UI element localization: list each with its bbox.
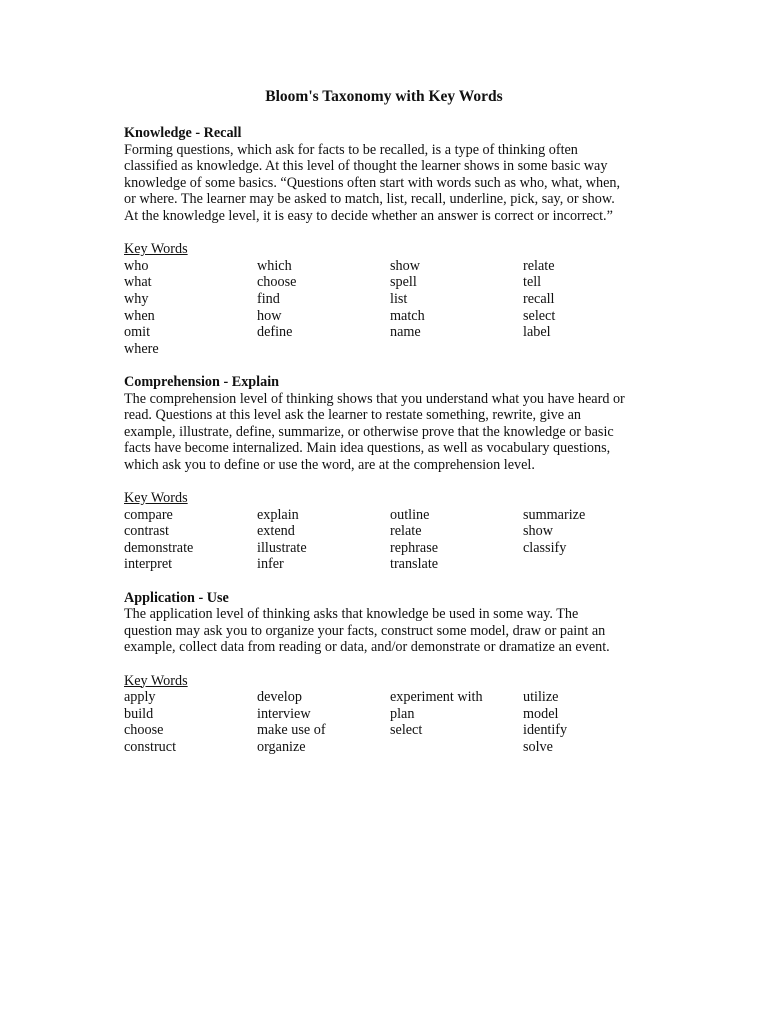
key-word: organize [257, 738, 306, 755]
section-paragraph [124, 391, 644, 474]
key-words-table [124, 689, 644, 755]
key-word: show [523, 523, 553, 540]
section-paragraph [124, 606, 644, 656]
section-paragraph [124, 142, 644, 225]
key-word: utilize [523, 689, 559, 706]
key-word: model [523, 705, 559, 722]
key-word: build [124, 705, 154, 722]
key-word: why [124, 290, 149, 307]
key-word: plan [390, 705, 415, 722]
paragraph-line: At the knowledge level, it is easy to decide whether an answer is correct or incorrect.” [124, 207, 613, 224]
paragraph-line: example, collect data from reading or data, and/or demonstrate or dramatize an event. [124, 639, 610, 656]
key-word [390, 341, 523, 358]
paragraph-line: or where. The learner may be asked to match, list, recall, underline, pick, say, or show. [124, 191, 615, 208]
key-word: make use of [257, 722, 326, 739]
section-comprehension [124, 374, 644, 590]
paragraph-line: example, illustrate, define, summarize, or otherwise prove that the knowledge or basic [124, 423, 614, 440]
paragraph-line: The comprehension level of thinking shows that you understand what you have heard or [124, 390, 625, 407]
key-word: match [390, 307, 425, 324]
key-words-label: Key Words [124, 672, 188, 689]
key-word: select [390, 722, 423, 739]
key-word: tell [523, 274, 542, 291]
key-word: develop [257, 689, 302, 706]
key-word: where [124, 340, 159, 357]
key-words-label: Key Words [124, 241, 188, 258]
key-word [523, 341, 644, 358]
key-word [257, 341, 390, 358]
key-word: choose [257, 274, 297, 291]
key-word: choose [124, 722, 164, 739]
key-word: translate [390, 556, 439, 573]
key-word: which [257, 257, 292, 274]
section-heading: Knowledge - Recall [124, 125, 242, 141]
key-word: select [523, 307, 556, 324]
key-word: illustrate [257, 539, 307, 556]
key-word: label [523, 324, 551, 341]
paragraph-line: read. Questions at this level ask the learner to restate something, rewrite, give an [124, 407, 581, 424]
key-word: find [257, 290, 280, 307]
key-word: contrast [124, 523, 169, 540]
key-word [523, 556, 644, 573]
key-word: interview [257, 705, 311, 722]
key-word: construct [124, 738, 177, 755]
document-content [124, 88, 644, 756]
paragraph-line: knowledge of some basics. “Questions often start with words such as who, what, when, [124, 174, 621, 191]
paragraph-line: which ask you to define or use the word, are at the comprehension level. [124, 456, 535, 473]
section-application [124, 590, 644, 756]
key-words-table [124, 507, 644, 573]
section-knowledge [124, 125, 644, 374]
paragraph-line: facts have become internalized. Main idea questions, as well as vocabulary questions, [124, 440, 611, 457]
key-word: who [124, 257, 149, 274]
key-word: relate [390, 523, 422, 540]
document-title: Bloom's Taxonomy with Key Words [265, 88, 503, 105]
key-word: omit [124, 324, 151, 341]
key-word: spell [390, 274, 417, 291]
key-word: solve [523, 738, 553, 755]
key-word: list [390, 290, 408, 307]
key-word: show [390, 257, 420, 274]
section-spacer [124, 573, 644, 590]
key-word: relate [523, 257, 555, 274]
section-heading: Application - Use [124, 589, 229, 606]
key-word: when [124, 307, 155, 324]
key-word: name [390, 324, 421, 341]
key-word: apply [124, 689, 156, 706]
section-heading: Comprehension - Explain [124, 373, 280, 390]
key-word: demonstrate [124, 539, 194, 556]
key-word: rephrase [390, 539, 439, 556]
sections-container [124, 125, 644, 756]
key-word: recall [523, 290, 555, 307]
paragraph-line: The application level of thinking asks that knowledge be used in some way. The [124, 606, 579, 623]
key-word: experiment with [390, 689, 483, 706]
key-words-label: Key Words [124, 490, 188, 507]
key-word: outline [390, 506, 430, 523]
key-word: classify [523, 539, 567, 556]
key-words-table [124, 258, 644, 358]
paragraph-line: Forming questions, which ask for facts to be recalled, is a type of thinking often [124, 141, 578, 158]
key-word [390, 739, 523, 756]
key-word: infer [257, 556, 284, 573]
key-word: explain [257, 506, 299, 523]
key-word: what [124, 274, 152, 291]
paragraph-line: question may ask you to organize your facts, construct some model, draw or paint an [124, 622, 606, 639]
key-word: compare [124, 506, 173, 523]
key-word: define [257, 324, 293, 341]
key-word: identify [523, 722, 568, 739]
key-word: interpret [124, 556, 173, 573]
key-word: summarize [523, 506, 586, 523]
key-word: extend [257, 523, 295, 540]
key-word: how [257, 307, 282, 324]
section-spacer [124, 357, 644, 374]
paragraph-line: classified as knowledge. At this level of thought the learner shows in some basic way [124, 158, 608, 175]
